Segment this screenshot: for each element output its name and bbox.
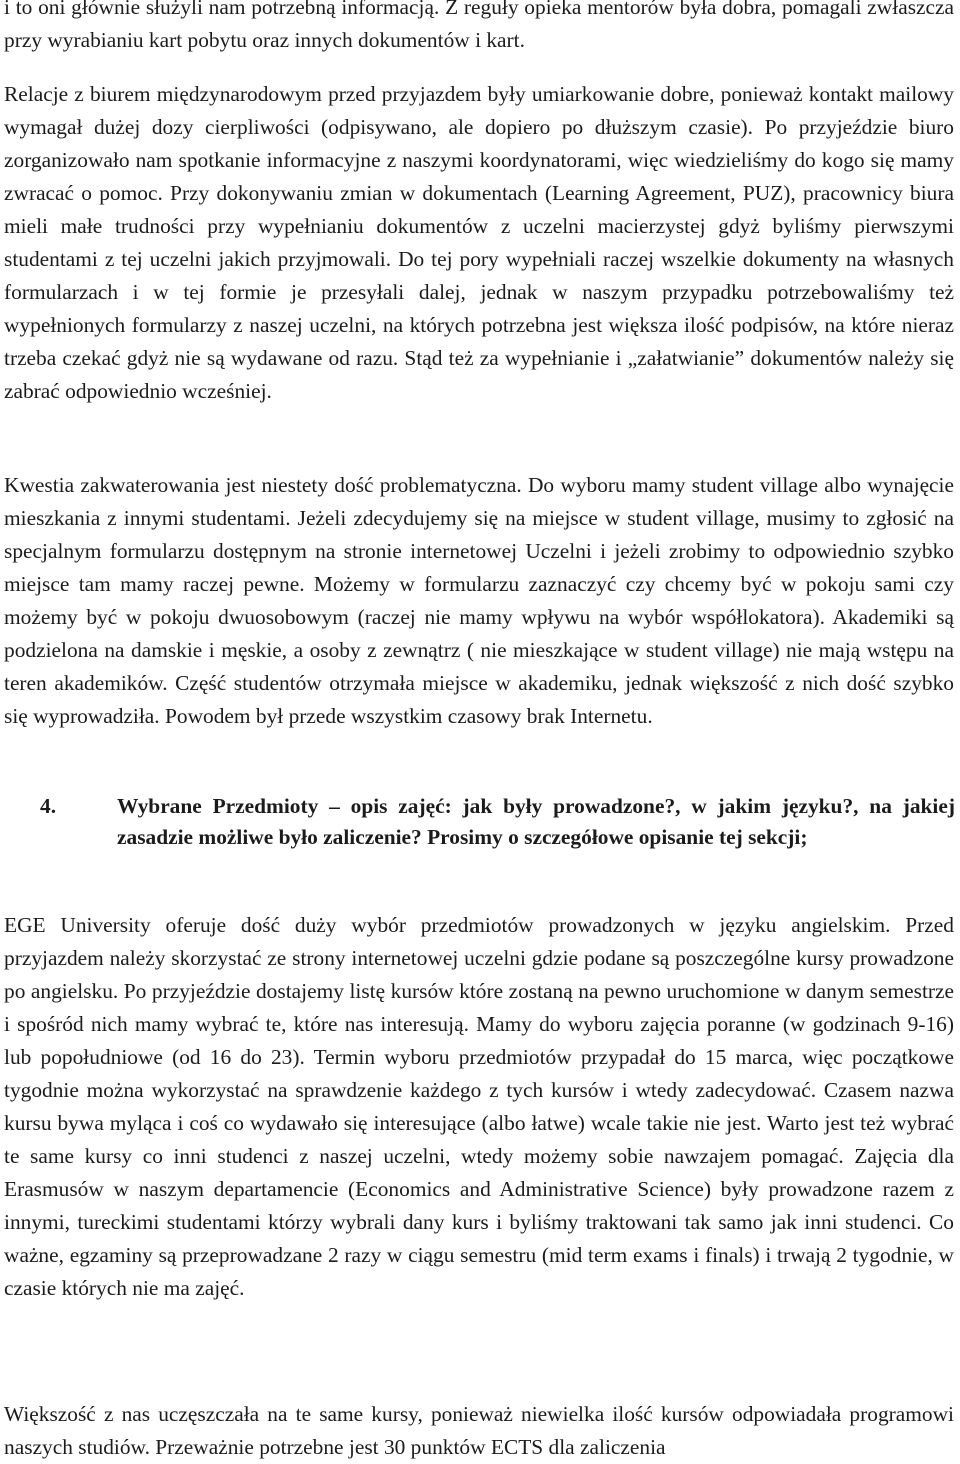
section-title: Wybrane Przedmioty – opis zajęć: jak były prowadzone?, w jakim języku?, na jakiej zasadzie możliwe było zaliczenie? Prosimy o szczegółowe opisanie tej sekcji;	[117, 794, 955, 849]
section-number: 4.	[40, 794, 57, 818]
paragraph-courses: EGE University oferuje dość duży wybór przedmiotów prowadzonych w języku angielskim. Przed przyjazdem należy skorzystać ze strony internetowej uczelni gdzie podane są poszczególne kursy prowadzone po angielsku. Po przyjeździe dostajemy listę kursów które zostaną na pewno uruchomione w danym semestrze i spośród nich mamy wybrać te, które nas interesują. Mamy do wyboru zajęcia poranne (w godzinach 9-16) lub popołudniowe (od 16 do 23). Termin wyboru przedmiotów przypadał do 15 marca, więc początkowe tygodnie można wykorzystać na sprawdzenie każdego z tych kursów i wtedy zadecydować. Czasem nazwa kursu bywa myląca i coś co wydawało się interesujące (albo łatwe) wcale takie nie jest. Warto jest też wybrać te same kursy co inni studenci z naszej uczelni, wtedy możemy sobie nawzajem pomagać. Zajęcia dla Erasmusów w naszym departamencie (Economics and Administrative Science) były prowadzone razem z innymi, tureckimi studentami którzy wybrali dany kurs i byliśmy traktowani tak samo jak inni studenci. Co ważne, egzaminy są przeprowadzane 2 razy w ciągu semestru (mid term exams i finals) i trwają 2 tygodnie, w czasie których nie ma zajęć.	[4, 913, 954, 1300]
paragraph-accommodation: Kwestia zakwaterowania jest niestety dość problematyczna. Do wyboru mamy student village albo wynajęcie mieszkania z innymi studentami. Jeżeli zdecydujemy się na miejsce w student village, musimy to zgłosić na specjalnym formularzu dostępnym na stronie internetowej Uczelni i jeżeli zrobimy to odpowiednio szybko miejsce tam mamy raczej pewne. Możemy w formularzu zaznaczyć czy chcemy być w pokoju sami czy możemy być w pokoju dwuosobowym (raczej nie mamy wpływu na wybór współlokatora). Akademiki są podzielona na damskie i męskie, a osoby z zewnątrz ( nie mieszkające w student village) nie mają wstępu na teren akademików. Część studentów otrzymała miejsce w akademiku, jednak większość z nich dość szybko się wyprowadziła. Powodem był przede wszystkim czasowy brak Internetu.	[4, 473, 954, 728]
paragraph-mentors: i to oni głównie służyli nam potrzebną informacją. Z reguły opieka mentorów była dobra, pomagali zwłaszcza przy wyrabianiu kart pobytu oraz innych dokumentów i kart.	[4, 0, 954, 52]
paragraph-course-selection: Większość z nas uczęszczała na te same kursy, ponieważ niewielka ilość kursów odpowiadała programowi naszych studiów. Przeważnie potrzebne jest 30 punktów ECTS dla zaliczenia	[4, 1402, 954, 1459]
paragraph-international-office: Relacje z biurem międzynarodowym przed przyjazdem były umiarkowanie dobre, ponieważ kontakt mailowy wymagał dużej dozy cierpliwości (odpisywano, ale dopiero po dłuższym czasie). Po przyjeździe biuro zorganizowało nam spotkanie informacyjne z naszymi koordynatorami, więc wiedzieliśmy do kogo się mamy zwracać o pomoc. Przy dokonywaniu zmian w dokumentach (Learning Agreement, PUZ), pracownicy biura mieli małe trudności przy wypełnianiu dokumentów z uczelni macierzystej gdyż byliśmy pierwszymi studentami z tej uczelni jakich przyjmowali. Do tej pory wypełniali raczej wszelkie dokumenty na własnych formularzach i w tej formie je przesyłali dalej, jednak w naszym przypadku potrzebowaliśmy też wypełnionych formularzy z naszej uczelni, na których potrzebna jest większa ilość podpisów, na które nieraz trzeba czekać gdyż nie są wydawane od razu. Stąd też za wypełnianie i „załatwianie” dokumentów należy się zabrać odpowiednio wcześniej.	[4, 82, 954, 403]
